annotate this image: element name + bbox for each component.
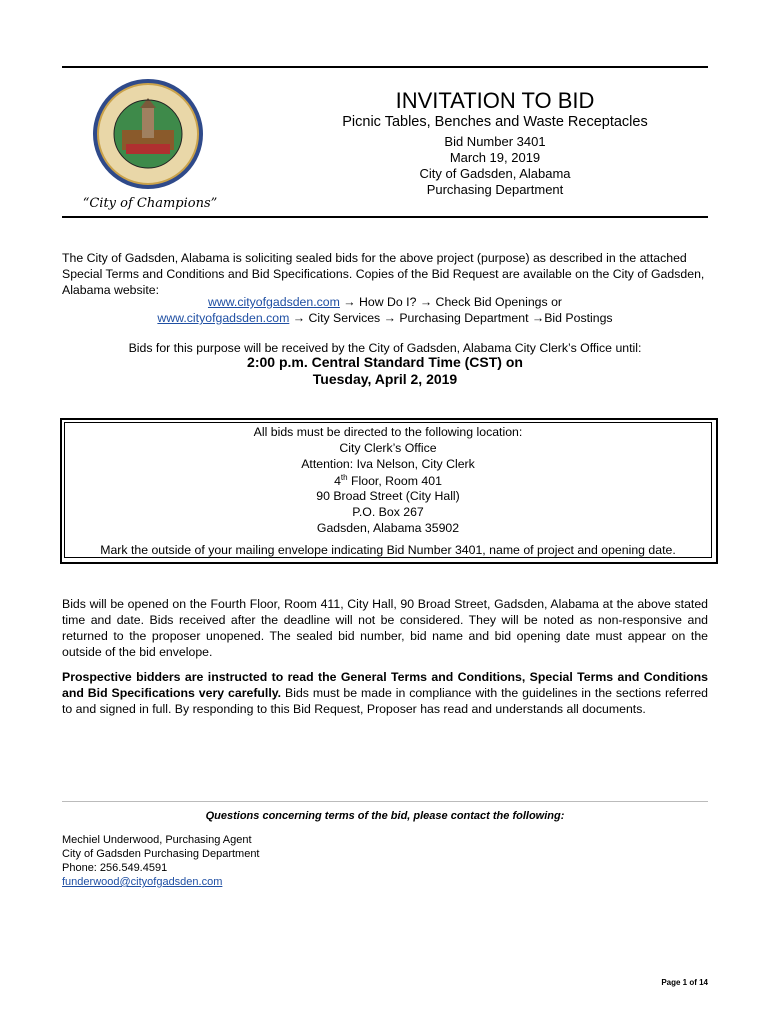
website-path-2-text: → City Services → Purchasing Department →Bid Postings — [289, 311, 613, 325]
location-box — [64, 422, 712, 558]
website-path-2 — [62, 310, 708, 326]
prospective-bold: Prospective bidders are instructed to read the General Terms and Conditions, Special Terms and Conditions and Bid Specifications very carefully. — [62, 670, 708, 700]
prospective-rest: Bids must be made in compliance with the guidelines in the sections referred to and signed in full. By responding to this Bid Request, Proposer has read and understands all documents. — [62, 686, 708, 716]
bid-number: Bid Number 3401 — [444, 134, 546, 149]
location-po-box: P.O. Box 267 — [352, 505, 424, 519]
website-path-1-text: → How Do I? → Check Bid Openings or — [339, 295, 563, 309]
contact-phone: Phone: 256.549.4591 — [62, 862, 168, 874]
floor-number: 4 — [334, 474, 341, 489]
contact-heading: Questions concerning terms of the bid, please contact the following: — [205, 810, 565, 822]
prospective-paragraph — [62, 669, 708, 717]
project-subtitle: Picnic Tables, Benches and Waste Receptacles — [342, 114, 648, 130]
intro-paragraph: The City of Gadsden, Alabama is soliciting sealed bids for the above project (purpose) as described in the attached Special Terms and Conditions and Bid Specifications. Copies of the Bid Request are available on the City of Gadsden, Alabama website: — [62, 251, 705, 297]
contact-divider — [62, 801, 708, 802]
page-title: INVITATION TO BID — [395, 88, 595, 113]
location-heading: All bids must be directed to the following location: — [253, 425, 523, 439]
city-name: City of Gadsden, Alabama — [419, 166, 571, 181]
contact-name: Mechiel Underwood, Purchasing Agent — [62, 834, 252, 846]
deadline-date: Tuesday, April 2, 2019 — [312, 371, 458, 387]
location-city-zip: Gadsden, Alabama 35902 — [316, 521, 460, 535]
header-bottom-rule — [62, 216, 708, 218]
page-number: Page 1 of 14 — [661, 978, 708, 987]
website-link-2[interactable]: www.cityofgadsden.com — [157, 311, 290, 325]
website-link-1[interactable]: www.cityofgadsden.com — [207, 295, 340, 309]
department-name: Purchasing Department — [426, 182, 564, 197]
location-street: 90 Broad Street (City Hall) — [316, 489, 460, 503]
website-path-1 — [62, 294, 708, 310]
deadline-time: 2:00 p.m. Central Standard Time (CST) on — [247, 354, 523, 370]
envelope-instruction: Mark the outside of your mailing envelope indicating Bid Number 3401, name of project and opening date. — [100, 543, 676, 557]
city-seal-logo — [92, 78, 204, 190]
issue-date: March 19, 2019 — [449, 150, 541, 165]
opening-paragraph: Bids will be opened on the Fourth Floor, Room 411, City Hall, 90 Broad Street, Gadsden, Alabama at the above stated time and date. Bids received after the deadline will not be considered. They will be noted as non-responsive and returned to the proposer unopened. The sealed bid number, bid name and bid opening date must appear on the outside of the bid envelope. — [62, 597, 708, 659]
floor-room: Floor, Room 401 — [347, 474, 442, 489]
contact-department: City of Gadsden Purchasing Department — [62, 848, 260, 860]
location-office: City Clerk’s Office — [339, 441, 437, 455]
floor-suffix: th — [340, 473, 348, 482]
location-attention: Attention: Iva Nelson, City Clerk — [301, 457, 475, 471]
tagline: “City of Champions” — [82, 196, 218, 211]
top-rule — [62, 66, 708, 68]
contact-email-link[interactable]: funderwood@cityofgadsden.com — [62, 876, 223, 888]
deadline-intro: Bids for this purpose will be received by the City of Gadsden, Alabama City Clerk’s Office until: — [128, 341, 642, 355]
location-floor — [65, 473, 711, 488]
